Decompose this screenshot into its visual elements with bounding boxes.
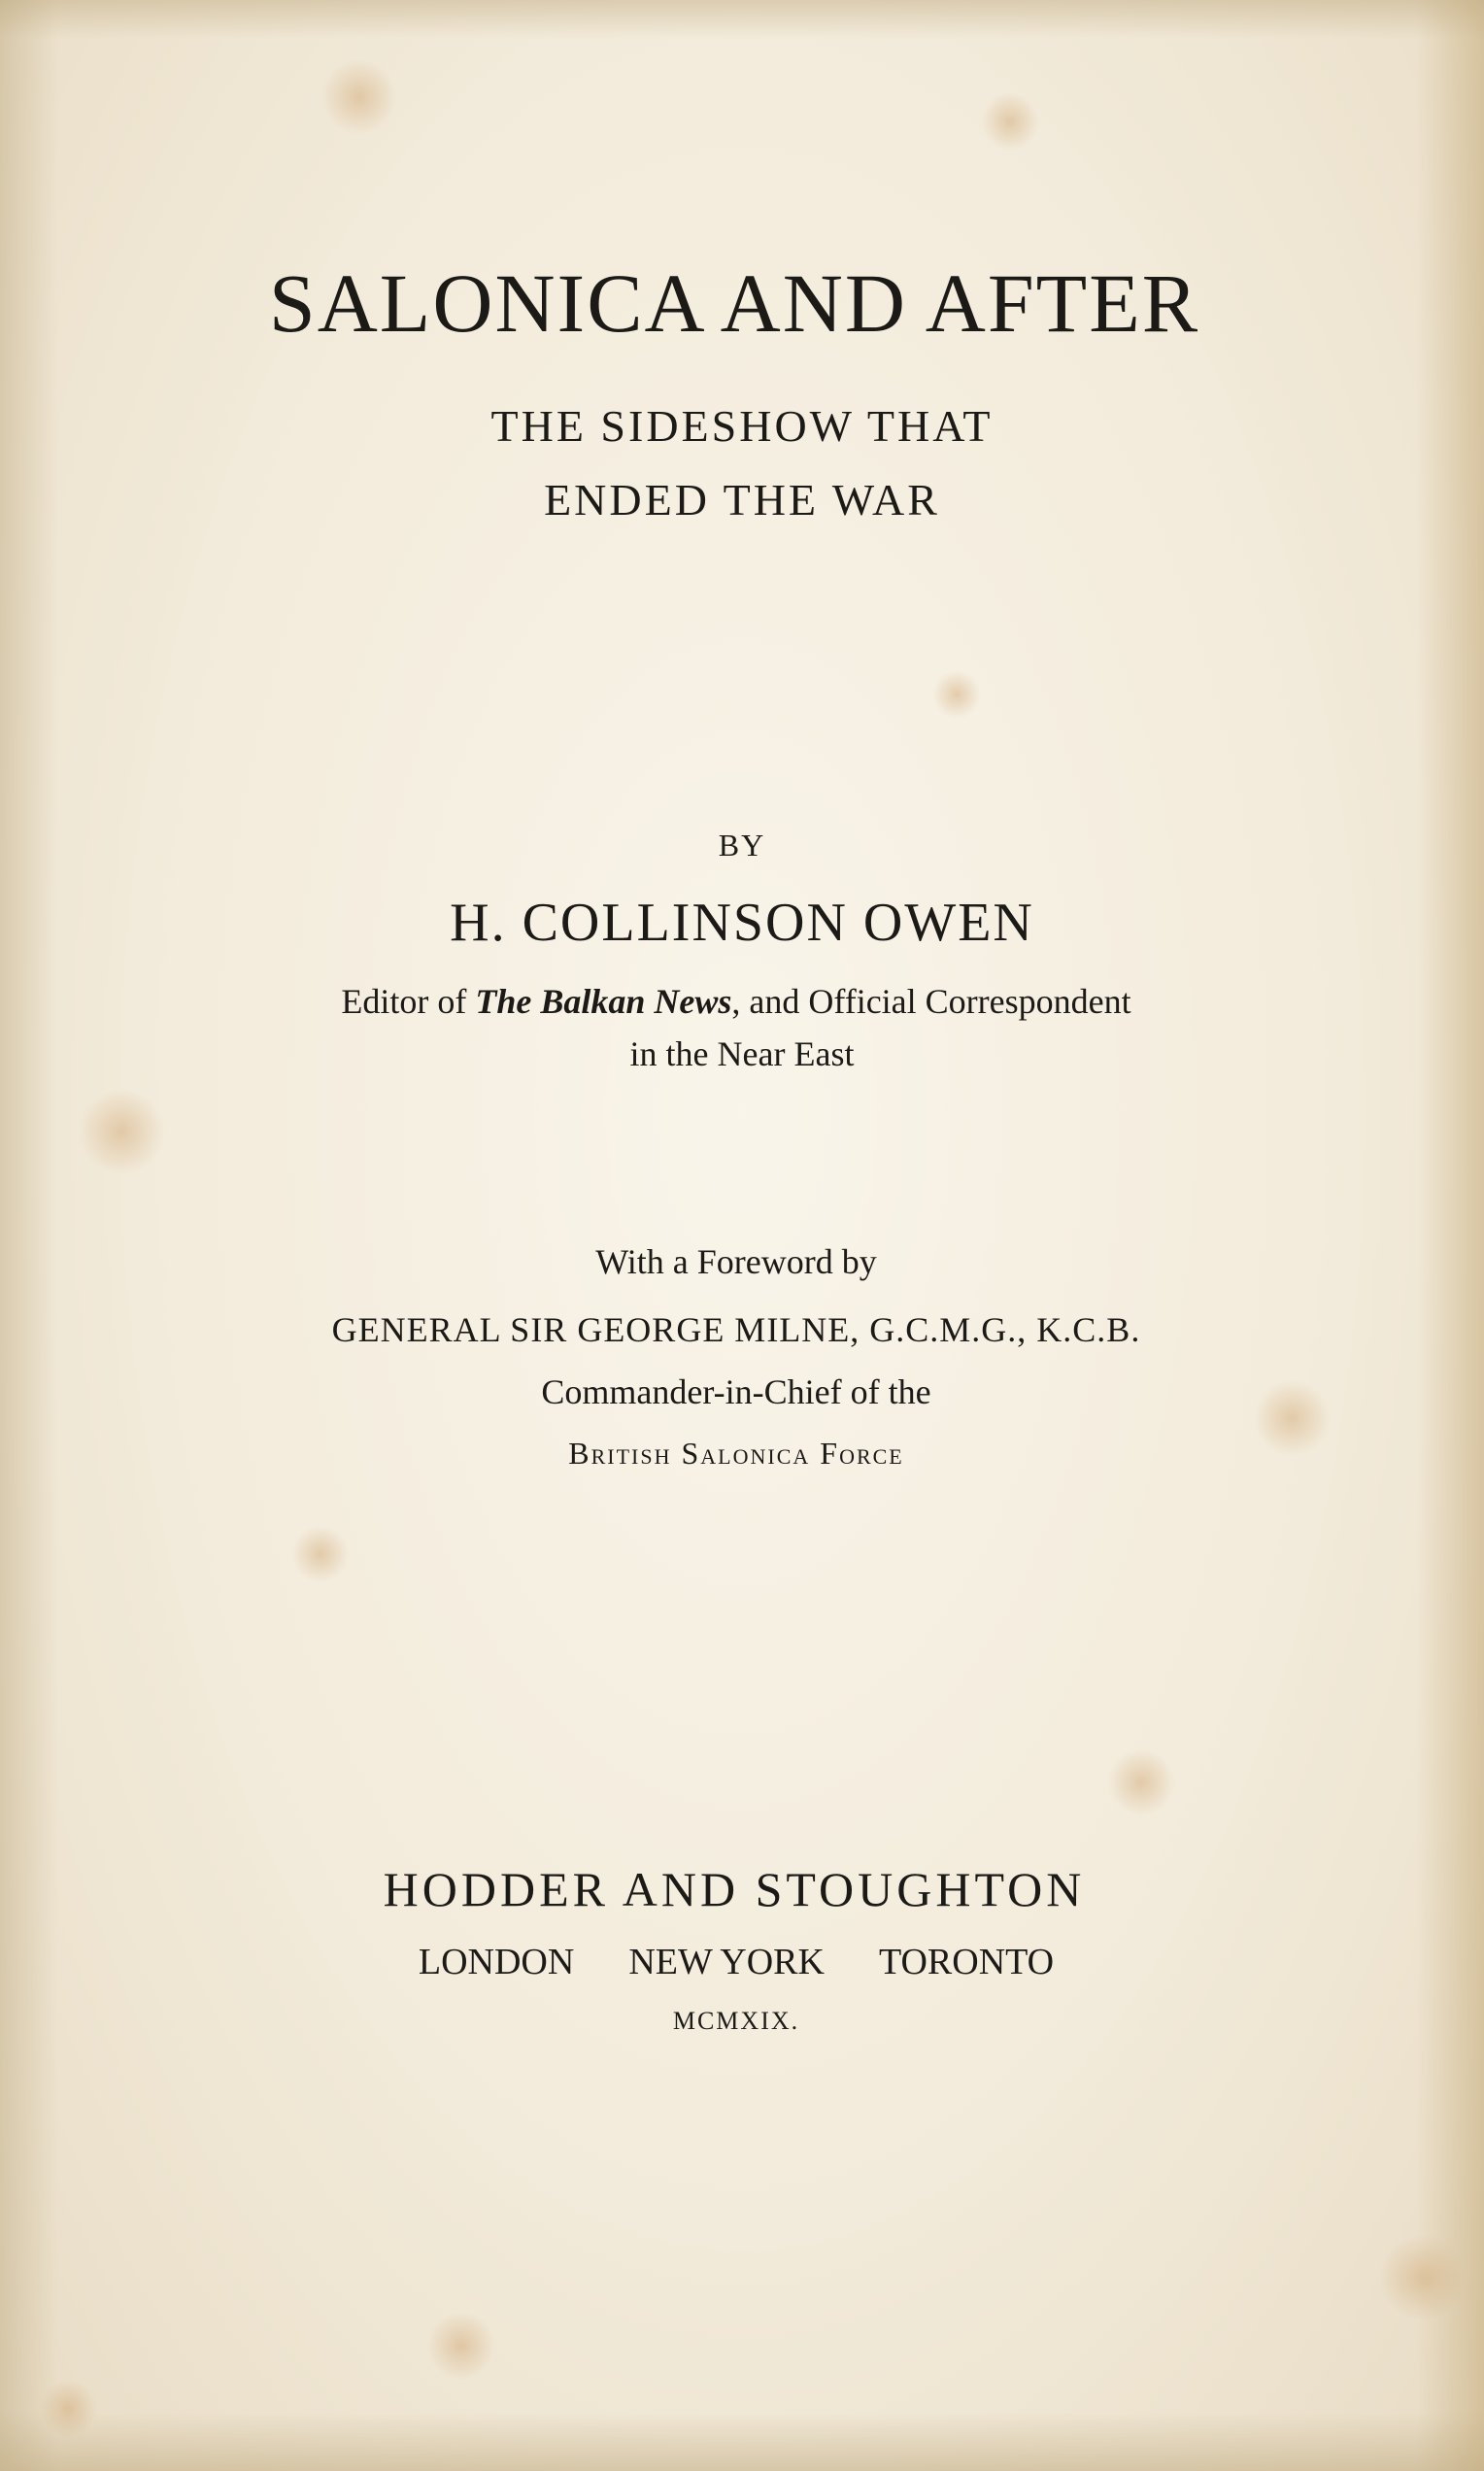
by-line: BY	[718, 828, 766, 863]
foreword-author-force: British Salonica Force	[568, 1436, 904, 1471]
author-name: H. COLLINSON OWEN	[450, 893, 1034, 953]
role-prefix: Editor of	[341, 982, 476, 1021]
page-edge-shadow-right	[1416, 0, 1484, 2471]
book-title: SALONICA AND AFTER	[268, 256, 1200, 350]
role-suffix: , and Official Correspondent	[731, 982, 1131, 1021]
foreword-author: GENERAL SIR GEORGE MILNE, G.C.M.G., K.C.B.	[331, 1310, 1141, 1349]
author-role-line-1	[0, 981, 1478, 1022]
publication-year: MCMXIX.	[672, 2007, 800, 2035]
subtitle-line-2: ENDED THE WAR	[544, 475, 940, 525]
page-edge-shadow-left	[0, 0, 58, 2471]
foreword-intro: With a Foreword by	[595, 1242, 877, 1281]
foxing-spot	[981, 92, 1039, 151]
foxing-spot	[78, 1088, 165, 1175]
author-role-line-2: in the Near East	[629, 1034, 855, 1073]
city-new-york: NEW YORK	[628, 1942, 825, 1982]
foreword-author-title: Commander-in-Chief of the	[541, 1372, 931, 1411]
foxing-spot	[932, 670, 981, 719]
foxing-spot	[1107, 1748, 1175, 1816]
foxing-spot	[39, 2380, 97, 2438]
city-london: LONDON	[418, 1942, 575, 1982]
publisher-cities	[0, 1941, 1478, 1983]
foxing-spot	[320, 58, 398, 136]
subtitle-line-1: THE SIDESHOW THAT	[490, 401, 994, 451]
publication-name: The Balkan News	[475, 982, 732, 1021]
page-edge-shadow-top	[0, 0, 1484, 39]
page-edge-shadow-bottom	[0, 2413, 1484, 2471]
publisher-name: HODDER AND STOUGHTON	[383, 1862, 1086, 1916]
foxing-spot	[427, 2312, 495, 2380]
foxing-spot	[291, 1525, 350, 1583]
city-toronto: TORONTO	[878, 1942, 1055, 1982]
foxing-spot	[1379, 2234, 1467, 2321]
